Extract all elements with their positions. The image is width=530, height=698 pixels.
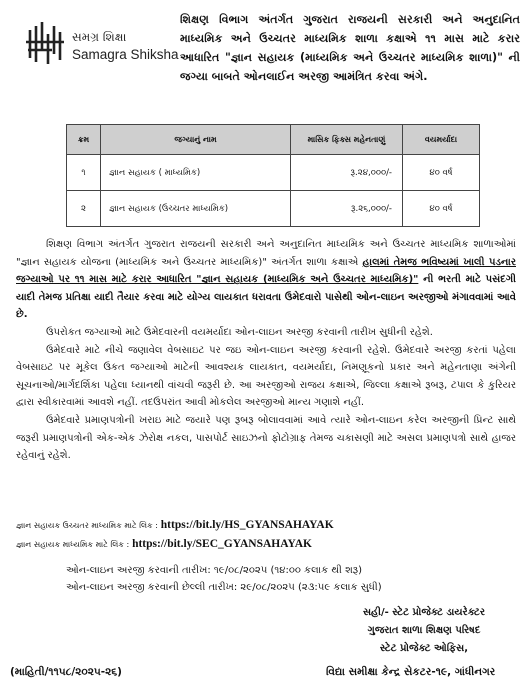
application-links (16, 516, 516, 554)
start-date: ઓન-લાઇન અરજી કરવાની તારીખ: ૧૯/૦૮/૨૦૨૫ (૧૪:૦૦ કલાક થી શરૂ) (66, 565, 363, 576)
paragraph-intro (16, 236, 516, 324)
application-dates (66, 562, 516, 596)
samagra-shiksha-logo (26, 20, 179, 80)
cell-age-limit: ૪૦ વર્ષ (403, 155, 480, 191)
table-row (67, 155, 480, 191)
col-header-number: ક્રમ (67, 125, 101, 155)
table-row (67, 191, 480, 227)
link-url-higher-secondary[interactable]: https://bit.ly/HS_GYANSAHAYAK (160, 519, 334, 531)
notice-body (16, 236, 516, 465)
paragraph-intro-a: શિક્ષણ વિભાગ અંતર્ગત ગુજરાત રાજયની સરકારી અને અનુદાનિત માધ્યમિક અને ઉચ્ચતર માધ્યમિક શાળાઓમાં "જ્ઞાન સહાયક યોજના (માધ્યમિક અને ઉચ્ચતર માધ્યમિક)" અંતર્ગત શાળા કક્ષાએ (16, 239, 516, 268)
end-date: ઓન-લાઇન અરજી કરવાની છેલ્લી તારીખ: ૨૯/૦૮/૨૦૨૫ (૨૩:૫૯ કલાક સુધી) (66, 582, 382, 593)
link-row-secondary (16, 535, 516, 554)
paragraph-intro-c: ની ભરતી માટે પસંદગી યાદી તેમજ પ્રતિક્ષા યાદી તૈયાર કરવા માટે યોગ્ય લાયકાત ધરાવતા ઉમેદવારો પાસેથી ઓન-લાઇન અરજીઓ મંગાવવામાં આવે છે. (16, 274, 516, 321)
reference-number: (માહિતી/૧૧૫૮/૨૦૨૫-૨૬) (10, 666, 122, 678)
table-header-row (67, 125, 480, 155)
signature-line: ગુજરાત શાળા શિક્ષણ પરિષદ (367, 625, 481, 636)
notice-title: શિક્ષણ વિભાગ અંતર્ગત ગુજરાત રાજયની સરકારી અને અનુદાનિત માધ્યમિક અને ઉચ્ચતર માધ્યમિક શાળા કક્ષાએ ૧૧ માસ માટે કરાર આધારિત "જ્ઞાન સહાયક (માધ્યમિક અને ઉચ્ચતર માધ્યમિક શાળા)" ની જગ્યા બાબતે ઓનલાઈન અરજી આમંત્રિત કરવા અંગે. (180, 13, 520, 83)
logo-gujarati-text: સમગ્ર શિક્ષા (72, 30, 127, 44)
samagra-shiksha-emblem-icon (26, 20, 68, 66)
cell-salary: રૂ.૨૬,૦૦૦/- (291, 191, 403, 227)
notice-page (6, 6, 524, 692)
col-header-post-name: જગ્યાનું નામ (101, 125, 291, 155)
link-row-higher-secondary (16, 516, 516, 535)
col-header-age-limit: વયમર્યાદા (403, 125, 480, 155)
link-label: જ્ઞાન સહાયક ઉચ્ચતર માધ્યમિક માટે લિંક : (16, 521, 158, 530)
cell-post-name: જ્ઞાન સહાયક ( માધ્યમિક) (101, 155, 291, 191)
paragraph-document-verification: ઉમેદવારે પ્રમાણપત્રોની ખરાઇ માટે જયારે પણ રૂબરૂ બોલાવવામાં આવે ત્યારે ઓન-લાઇન કરેલ અરજીની પ્રિન્ટ સાથે જરૂરી પ્રમાણપત્રોની એક-એક ઝેરોક્ષ નકલ, પાસપોર્ટ સાઇઝનો ફોટોગ્રાફ તેમજ ચકાસણી માટે અસલ પ્રમાણપત્રો સાથે હાજર રહેવાનું રહેશે. (16, 414, 516, 462)
link-label: જ્ઞાન સહાયક માધ્યમિક માટે લિંક : (16, 540, 130, 549)
cell-number: ૧ (67, 155, 101, 191)
header (6, 6, 524, 106)
col-header-salary: માસિક ફિક્સ મહેનતાણું (291, 125, 403, 155)
signature-line: સહી/- સ્ટેટ પ્રોજેક્ટ ડાયરેક્ટર (362, 607, 486, 618)
signature-line: સ્ટેટ પ્રોજેક્ટ ઓફિસ, (379, 643, 469, 654)
paragraph-age-limit: ઉપરોકત જગ્યાઓ માટે ઉમેદવારની વયમર્યાદા ઓન-લાઇન અરજી કરવાની તારીખ સુધીની રહેશે. (46, 326, 433, 338)
posts-table (66, 124, 480, 227)
paragraph-application-instructions: ઉમેદવારે માટે નીચે જણાવેલ વેબસાઇટ પર જઇ ઓન-લાઇન અરજી કરવાની રહેશે. ઉમેદવારે અરજી કરતાં પહેલા વેબસાઇટ પર મૂકેલ ઉકત જગ્યાઓ માટેની આવશ્યક લાયકાત, વયમર્યાદા, નિમણૂકનો પ્રકાર અને મહેનતાણા અંગેની સૂચનાઓ/માર્ગદર્શિકા પહેલા ધ્યાનથી વાંચવી જરૂરી છે. આ અરજીઓ રાજય કક્ષાએ, જિલ્લા કક્ષાએ રૂબરૂ, ટપાલ કે કુરિયર દ્વારા સ્વીકારવામાં આવશે નહીં. તદઉપરાંત આવી મોકલેલ અરજીઓ માન્ય ગણાશે નહીં. (16, 344, 516, 409)
cell-salary: રૂ.૨૪,૦૦૦/- (291, 155, 403, 191)
paragraph-intro-highlight: હાલમાં તેમજ ભવિષ્યમાં ખાલી પડનાર જગ્યાઓ પર ૧૧ માસ માટે કરાર આધારિત "જ્ઞાન સહાયક (માધ્યમિક અને ઉચ્ચતર માધ્યમિક)" (16, 256, 516, 286)
cell-age-limit: ૪૦ વર્ષ (403, 191, 480, 227)
cell-post-name: જ્ઞાન સહાયક (ઉચ્ચતર માધ્યમિક) (101, 191, 291, 227)
signature-address: વિદ્યા સમીક્ષા કેન્દ્ર સેકટર-૧૯, ગાંધીનગર (326, 666, 496, 678)
logo-english-text: Samagra Shiksha (72, 47, 179, 62)
cell-number: ૨ (67, 191, 101, 227)
link-url-secondary[interactable]: https://bit.ly/SEC_GYANSAHAYAK (132, 538, 312, 550)
signature-block (324, 604, 524, 658)
